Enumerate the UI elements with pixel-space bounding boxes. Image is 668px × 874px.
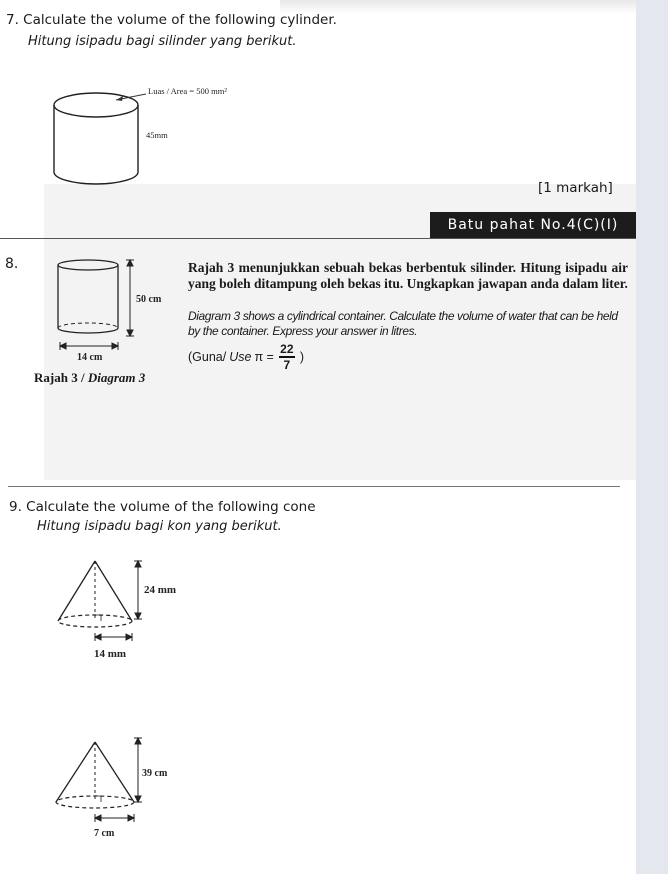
pi-fraction [279,343,295,371]
pi-equals: π = [254,349,274,364]
q8-malay-text: Rajah 3 menunjukkan sebuah bekas berbentuk silinder. Hitung isipadu air yang boleh ditampung oleh bekas itu. Ungkapkan jawapan anda dalam liter. [188,260,628,291]
guna-use: Use [229,349,252,364]
q7-title: 7. Calculate the volume of the following cylinder. [6,12,337,28]
q8-number: 8. [5,256,19,272]
q7-marks: [1 markah] [538,180,613,196]
q9-title: 9. Calculate the volume of the following cone [9,499,316,515]
q9-subtitle: Hitung isipadu bagi kon yang berikut. [37,519,282,534]
cylinder-top [54,93,138,117]
source-badge: Batu pahat No.4(C)(I) [430,212,636,238]
cone1-height-label: 24 mm [144,584,177,596]
q7-area-label: Luas / Area = 500 mm² [148,86,227,96]
cone2-height-label: 39 cm [142,768,168,779]
page-edge-strip [636,0,668,874]
q9-cone-diagram-2 [50,734,180,846]
caption-malay: Rajah 3 / [34,370,85,385]
q8-english-text: Diagram 3 shows a cylindrical container. Calculate the volume of water that can be held by the container. Express your answer in litres. [188,309,618,338]
guna-prefix: (Guna/ [188,349,227,364]
q9-cone-diagram-1 [50,553,186,665]
caption-english: Diagram 3 [87,370,146,385]
q8-cylinder-diagram [50,256,185,366]
q8-pi-instruction [188,343,304,371]
guna-close: ) [299,349,305,364]
q7-height-label: 45mm [146,130,168,140]
q7-cylinder-diagram [50,80,260,190]
divider-line-2 [8,486,620,487]
cylinder-base [54,172,138,184]
divider-line [0,238,636,239]
q7-subtitle: Hitung isipadu bagi silinder yang berikut. [28,34,297,49]
q8-diagram-caption [34,370,145,386]
cone2-diameter-label: 7 cm [94,828,115,839]
fraction-denominator: 7 [283,357,291,372]
fraction-numerator: 22 [280,342,294,356]
cone1-diameter-label: 14 mm [94,648,127,660]
q8-width-label: 14 cm [77,352,103,363]
q8-height-label: 50 cm [136,294,162,305]
